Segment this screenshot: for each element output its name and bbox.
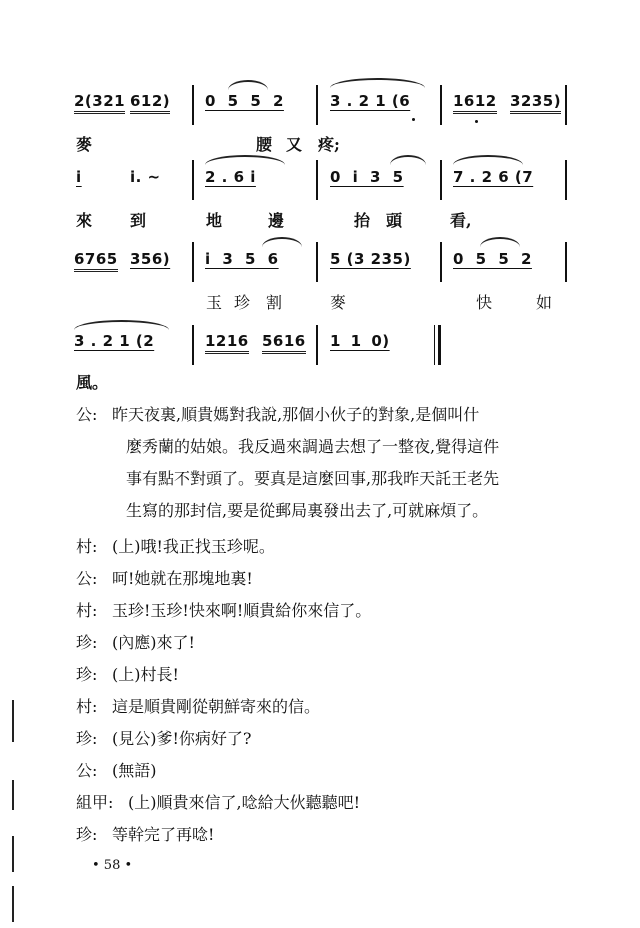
bar-line <box>440 242 442 282</box>
notation-group: 1216 <box>205 332 249 354</box>
octave-dot <box>412 118 415 121</box>
scan-edge-mark <box>12 780 14 810</box>
scan-edge-mark <box>12 886 14 922</box>
notation-group: 3235) <box>510 92 561 114</box>
notation-group: i. ~ <box>130 168 161 186</box>
lyric: 腰 <box>256 135 273 154</box>
bar-line <box>565 242 567 282</box>
bar-line <box>440 160 442 200</box>
lyric: 又 <box>286 135 303 154</box>
lyric: 疼; <box>318 135 340 154</box>
speaker-label: 組甲: <box>76 793 114 812</box>
bar-line <box>316 242 318 282</box>
lyric: 風。 <box>76 373 109 392</box>
scan-edge-mark <box>12 836 14 872</box>
slur <box>228 80 268 90</box>
speaker-label: 公: <box>76 405 98 424</box>
notation-group: 5616 <box>262 332 306 354</box>
slur <box>330 78 425 88</box>
speaker-label: 公: <box>76 761 98 780</box>
slur <box>390 155 426 165</box>
dialogue-line: (內應)來了! <box>112 633 195 652</box>
speaker-label: 珍: <box>76 633 98 652</box>
dialogue-line: 玉珍!玉珍!快來啊!順貴給你來信了。 <box>112 601 372 620</box>
dialogue-line: 等幹完了再唸! <box>112 825 215 844</box>
slur <box>262 237 302 247</box>
lyric: 割 <box>266 293 283 312</box>
speaker-label: 珍: <box>76 729 98 748</box>
dialogue-line: (上)村長! <box>112 665 179 684</box>
speaker-label: 村: <box>76 537 98 556</box>
speaker-label: 村: <box>76 601 98 620</box>
notation-group: i <box>76 168 82 186</box>
notation-group: 2 . 6 i <box>205 168 256 186</box>
lyric: 麥 <box>76 135 93 154</box>
dialogue-line: 事有點不對頭了。要真是這麼回事,那我昨天託王老先 <box>126 469 500 488</box>
dialogue-line: (無語) <box>112 761 157 780</box>
speaker-label: 村: <box>76 697 98 716</box>
lyric: 頭 <box>386 211 403 230</box>
speaker-label: 公: <box>76 569 98 588</box>
notation-group: 0 5 5 2 <box>453 250 532 268</box>
notation-group: 1 1 0) <box>330 332 390 350</box>
notation-group: i 3 5 6 <box>205 250 279 268</box>
slur <box>74 320 169 330</box>
dialogue-line: 麼秀蘭的姑娘。我反過來調過去想了一整夜,覺得這件 <box>126 437 500 456</box>
dialogue-line: (上)哦!我正找玉珍呢。 <box>112 537 275 556</box>
notation-group: 6765 <box>74 250 118 272</box>
speaker-label: 珍: <box>76 665 98 684</box>
bar-line <box>316 85 318 125</box>
lyric: 快 <box>476 293 493 312</box>
lyric: 邊 <box>268 211 285 230</box>
bar-line <box>316 160 318 200</box>
notation-group: 612) <box>130 92 170 114</box>
bar-line <box>565 85 567 125</box>
lyric: 玉 <box>206 293 223 312</box>
lyric: 抬 <box>354 211 371 230</box>
bar-line <box>192 242 194 282</box>
bar-line <box>316 325 318 365</box>
bar-line <box>565 160 567 200</box>
bar-line <box>192 325 194 365</box>
dialogue-line: (見公)爹!你病好了? <box>112 729 252 748</box>
notation-group: 7 . 2 6 (7 <box>453 168 534 186</box>
speaker-label: 珍: <box>76 825 98 844</box>
lyric: 來 <box>76 211 93 230</box>
lyric: 麥 <box>330 293 347 312</box>
notation-group: 2(321 <box>74 92 125 114</box>
slur <box>205 155 285 165</box>
scan-edge-mark <box>12 700 14 742</box>
dialogue-line: (上)順貴來信了,唸給大伙聽聽吧! <box>128 793 361 812</box>
lyric: 到 <box>130 211 147 230</box>
lyric: 如 <box>536 293 553 312</box>
notation-group: 0 i 3 5 <box>330 168 404 186</box>
notation-group: 1612 <box>453 92 497 114</box>
bar-line <box>440 85 442 125</box>
notation-group: 3 . 2 1 (2 <box>74 332 155 350</box>
notation-group: 5 (3 235) <box>330 250 411 268</box>
bar-line <box>192 85 194 125</box>
bar-line <box>192 160 194 200</box>
slur <box>453 155 523 165</box>
lyric: 看, <box>450 211 472 230</box>
dialogue-line: 這是順貴剛從朝鮮寄來的信。 <box>112 697 321 716</box>
page-number: • 58 • <box>92 858 133 873</box>
lyric: 地 <box>206 211 223 230</box>
notation-group: 3 . 2 1 (6 <box>330 92 411 110</box>
dialogue-line: 昨天夜裏,順貴媽對我說,那個小伙子的對象,是個叫什 <box>112 405 480 424</box>
final-bar-line-thick <box>438 325 441 365</box>
lyric: 珍 <box>234 293 251 312</box>
final-bar-line-thin <box>434 325 435 365</box>
notation-group: 356) <box>130 250 171 268</box>
slur <box>480 237 520 247</box>
octave-dot <box>475 120 478 123</box>
dialogue-line: 呵!她就在那塊地裏! <box>112 569 253 588</box>
dialogue-line: 生寫的那封信,要是從郵局裏發出去了,可就麻煩了。 <box>126 501 489 520</box>
notation-group: 0 5 5 2 <box>205 92 284 110</box>
